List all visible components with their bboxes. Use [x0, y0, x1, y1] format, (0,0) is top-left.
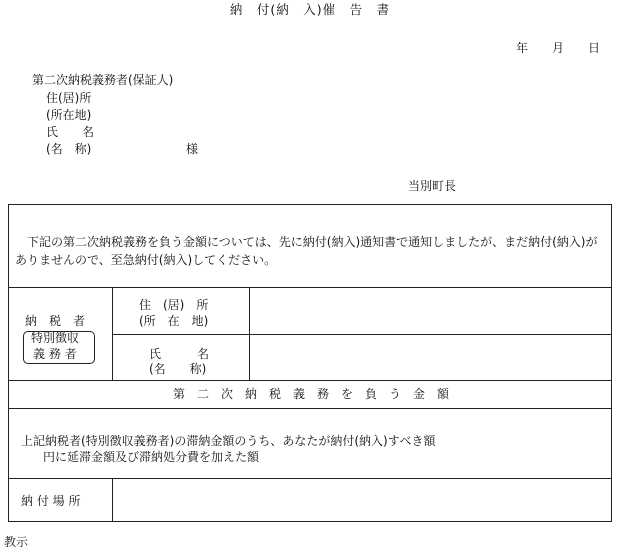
recipient-address-label: 住(居)所 — [46, 91, 92, 105]
divider — [9, 408, 611, 409]
notice-table — [8, 204, 612, 522]
recipient-name-alt-label: (名 称) — [46, 142, 92, 156]
payment-place-label: 納 付 場 所 — [21, 494, 81, 508]
honorific: 様 — [186, 142, 199, 156]
taxpayer-address-label: 住 (居) 所 — [139, 298, 209, 312]
taxpayer-location-label: (所 在 地) — [139, 314, 209, 328]
divider — [112, 478, 113, 521]
recipient-role: 第二次納税義務者(保証人) — [32, 73, 174, 87]
special-collector-line1: 特別徴収 — [31, 331, 80, 345]
divider — [112, 334, 612, 335]
recipient-location-label: (所在地) — [46, 108, 92, 122]
taxpayer-name-label: 氏 名 — [149, 347, 210, 361]
divider — [9, 478, 611, 479]
instruction-label: 教示 — [4, 535, 29, 549]
issuer-name: 当別町長 — [408, 179, 457, 193]
amount-header: 第 二 次 納 税 義 務 を 負 う 金 額 — [172, 387, 449, 401]
taxpayer-label: 納 税 者 — [25, 314, 86, 328]
taxpayer-name-alt-label: (名 称) — [149, 362, 207, 376]
amount-text-line2: 円に延滞金額及び滞納処分費を加えた額 — [43, 450, 260, 464]
divider — [9, 287, 611, 288]
divider — [112, 287, 113, 380]
notice-text: 下記の第二次納税義務を負う金額については、先に納付(納入)通知書で通知しましたが、まだ納付(納入)がありませんので、至急納付(納入)してください。 — [15, 235, 598, 267]
issue-date: 年 月 日 — [515, 41, 600, 55]
recipient-name-label: 氏 名 — [46, 125, 95, 139]
document-title: 納 付(納 入)催 告 書 — [229, 2, 391, 17]
divider — [9, 380, 611, 381]
amount-text-line1: 上記納税者(特別徴収義務者)の滞納金額のうち、あなたが納付(納入)すべき額 — [21, 434, 436, 448]
divider — [249, 287, 250, 380]
special-collector-line2: 義 務 者 — [33, 347, 77, 361]
